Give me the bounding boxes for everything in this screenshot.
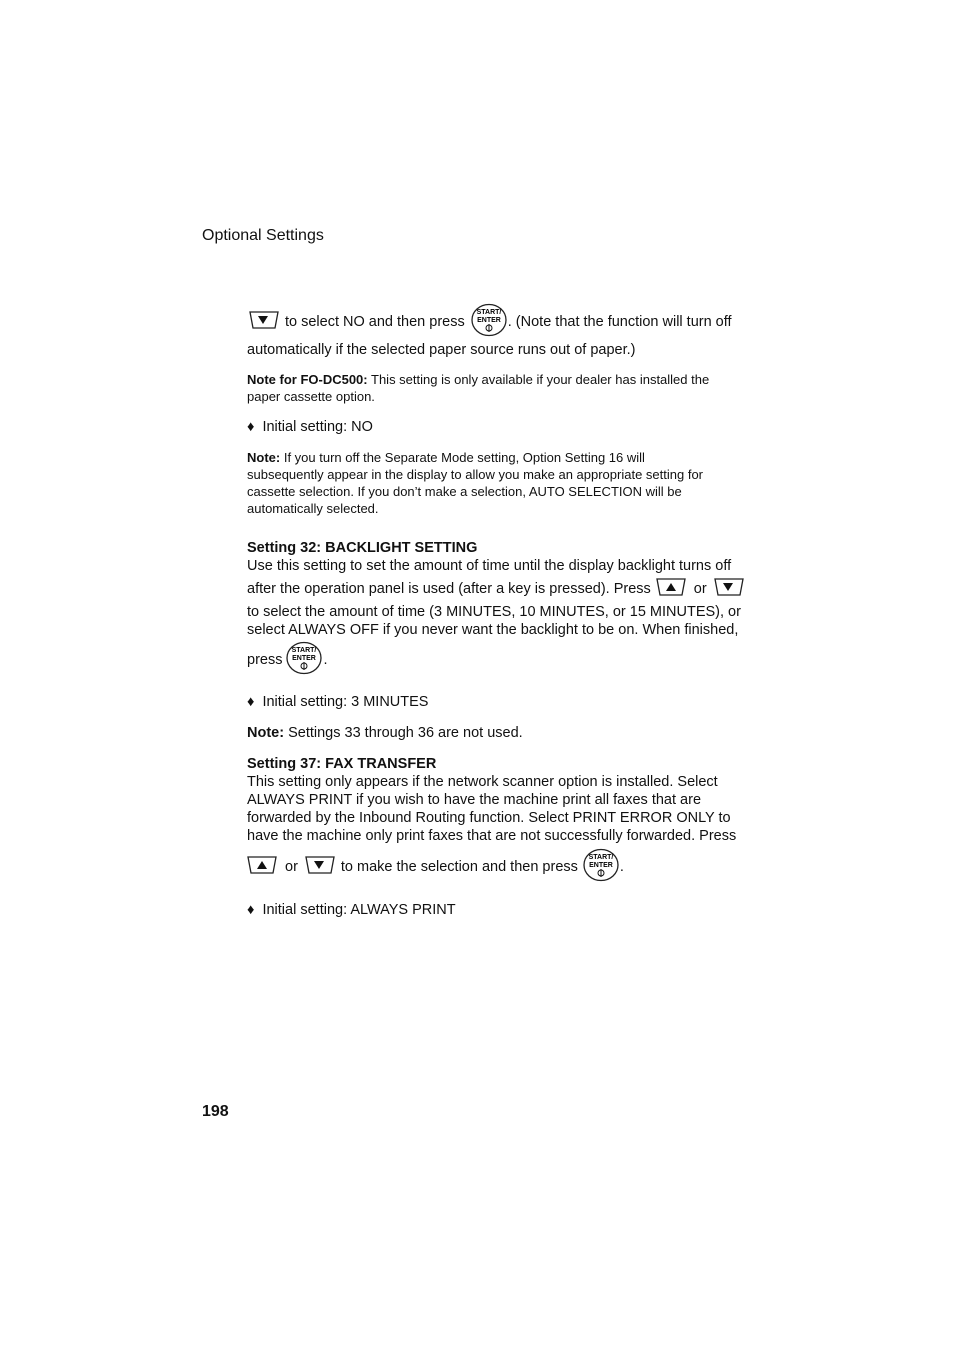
note-unused-text: Settings 33 through 36 are not used. [288, 725, 523, 741]
svg-text:START/: START/ [292, 646, 317, 654]
setting-37-line-4: have the machine only print faxes that are not successfully forwarded. Press [247, 828, 737, 844]
note-separate-text-3: cassette selection. If you don’t make a selection, AUTO SELECTION will be [247, 484, 682, 499]
setting-32-line-2 [247, 575, 747, 603]
svg-text:START/: START/ [588, 853, 614, 861]
down-arrow-key-icon [247, 310, 279, 335]
setting-37-line-2: ALWAYS PRINT if you wish to have the machine print all faxes that are [247, 792, 702, 808]
note-label: Note: [247, 725, 285, 741]
setting-32-line-4: select ALWAYS OFF if you never want the backlight to be on. When finished, [247, 622, 739, 638]
or-text: or [693, 581, 707, 597]
period-text: . [619, 859, 624, 875]
setting-32-heading: Setting 32: BACKLIGHT SETTING [247, 540, 478, 556]
page-header: Optional Settings [202, 227, 324, 244]
setting-32-line-1: Use this setting to set the amount of time until the display backlight turns off [247, 558, 732, 574]
note-dc500-text-1: This setting is only available if your dealer has installed the [371, 372, 710, 387]
svg-text:ENTER: ENTER [589, 861, 613, 869]
initial-setting-text: Initial setting: ALWAYS PRINT [262, 902, 456, 918]
period-text: . [323, 652, 328, 668]
note-dc500-label: Note for FO-DC500: [247, 372, 368, 387]
initial-setting-always-print [247, 901, 747, 919]
start-enter-key-icon [470, 303, 508, 342]
down-arrow-key-icon [303, 855, 335, 880]
or-text: or [285, 859, 298, 875]
initial-setting-text: Initial setting: NO [262, 419, 373, 435]
svg-text:START/: START/ [476, 308, 502, 316]
setting-32-line-3: to select the amount of time (3 MINUTES, 10 MINUTES, or 15 MINUTES), or [247, 604, 741, 620]
note-separate-text-2: subsequently appear in the display to allow you make an appropriate setting for [247, 467, 704, 482]
svg-text:ENTER: ENTER [476, 316, 501, 324]
intro-text-b: . (Note that the function will turn off [507, 314, 732, 330]
start-enter-key-icon [285, 641, 323, 680]
up-arrow-key-icon [656, 577, 688, 602]
intro-text-a: to select NO and then press [285, 314, 465, 330]
diamond-bullet-icon: ♦ [247, 694, 255, 710]
note-label: Note: [247, 450, 281, 465]
initial-setting-no [247, 418, 747, 436]
setting-37-heading: Setting 37: FAX TRANSFER [247, 756, 437, 772]
setting-37-line-5 [247, 845, 747, 889]
intro-line-2: automatically if the selected paper source runs out of paper.) [247, 342, 636, 358]
diamond-bullet-icon: ♦ [247, 902, 255, 918]
page-number: 198 [202, 1103, 229, 1120]
note-dc500 [247, 371, 747, 405]
up-arrow-key-icon [247, 855, 279, 880]
initial-setting-3-minutes [247, 693, 747, 711]
setting-32-text-2: after the operation panel is used (after a key is pressed). Press [247, 581, 651, 597]
note-separate-mode [247, 449, 747, 517]
setting-32-line-5 [247, 639, 747, 681]
press-text: press [247, 652, 283, 668]
content [247, 300, 747, 919]
note-dc500-text-2: paper cassette option. [247, 389, 375, 404]
setting-37-text-5: to make the selection and then press [340, 859, 578, 875]
note-separate-text-1: If you turn off the Separate Mode setting, Option Setting 16 will [283, 450, 645, 465]
intro-line-1 [247, 303, 747, 341]
start-enter-key-icon [582, 848, 620, 887]
note-separate-text-4: automatically selected. [247, 501, 379, 516]
svg-text:ENTER: ENTER [292, 654, 317, 662]
setting-37-line-1: This setting only appears if the network scanner option is installed. Select [247, 774, 718, 790]
setting-37-line-3: forwarded by the Inbound Routing function. Select PRINT ERROR ONLY to [247, 810, 731, 826]
initial-setting-text: Initial setting: 3 MINUTES [262, 694, 429, 710]
down-arrow-key-icon [712, 577, 744, 602]
note-unused-settings [247, 724, 747, 742]
diamond-bullet-icon: ♦ [247, 419, 255, 435]
